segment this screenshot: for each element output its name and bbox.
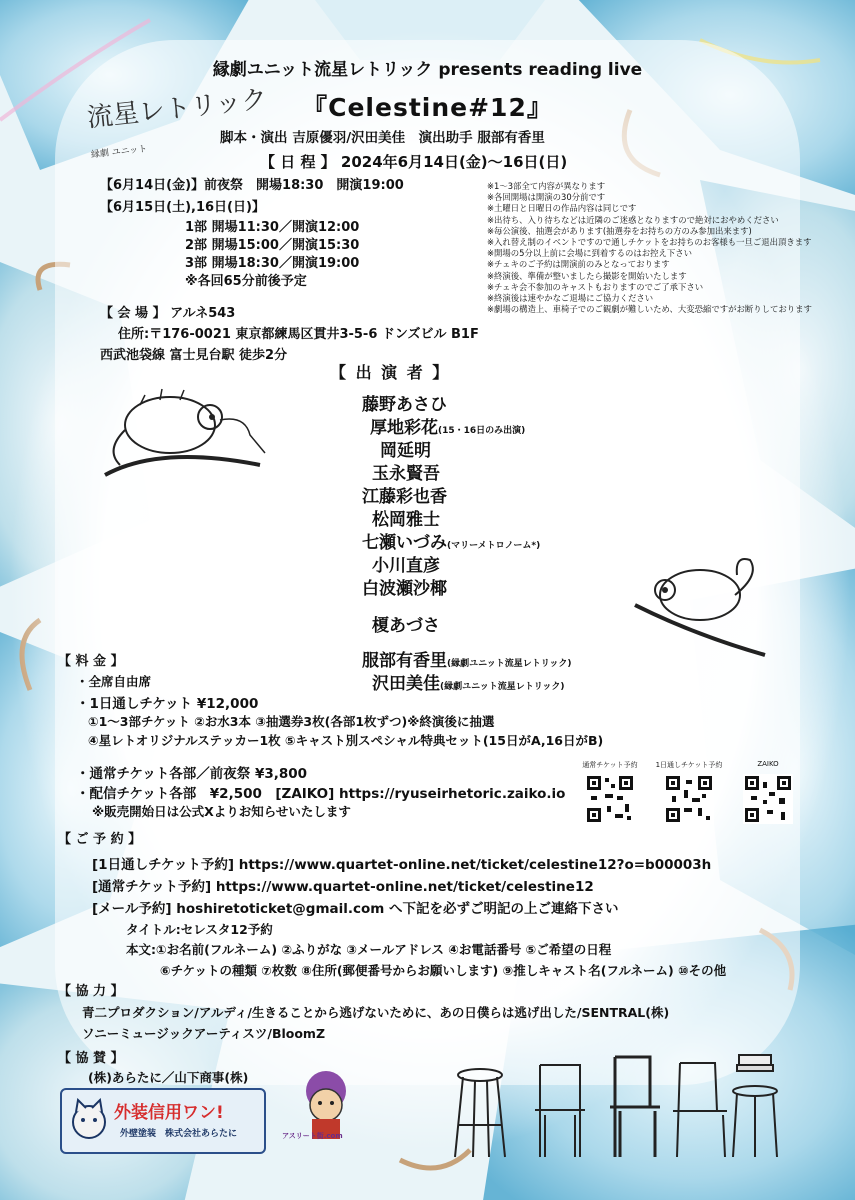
note-item: ※終演後は速やかなご退場にご協力ください [487, 293, 654, 304]
sponsor1-sub-text: 外壁塗装 株式会社あらたに [120, 1129, 238, 1139]
price-heading: 【 料 金 】 [58, 654, 124, 669]
schedule-day1: 【6月14日(金)】前夜祭 開場18:30 開演19:00 [100, 178, 404, 193]
price-line: ・全席自由席 [76, 674, 152, 689]
chameleon-illustration-left [100, 375, 270, 485]
note-item: ※チェキのご予約は開演前のみとなっております [487, 259, 670, 270]
cast-heading: 【 出 演 者 】 [330, 363, 451, 382]
cast-member: 岡延明 [380, 441, 431, 461]
price-line: ・配信チケット各部 ¥2,500 [ZAIKO] https://ryuseirhetoric.zaiko.io [76, 786, 566, 802]
note-item: ※1〜3部全て内容が異なります [487, 181, 606, 191]
reservation-regular-link[interactable]: [通常チケット予約] https://www.quartet-online.net/ticket/celestine12 [92, 879, 594, 895]
cat-mascot-icon [68, 1098, 110, 1144]
mascot-character-icon [280, 1065, 372, 1157]
sponsors-names: (株)あらたに／山下商事(株) [88, 1070, 249, 1085]
schedule-part-3: 3部 開場18:30／開演19:00 [185, 256, 360, 271]
cast-member: 藤野あさひ [362, 395, 447, 415]
chairs-illustration [445, 1045, 785, 1165]
chameleon-illustration-right [625, 555, 775, 665]
schedule-part-2: 2部 開場15:00／開演15:30 [185, 238, 360, 253]
price-line: ・通常チケット各部／前夜祭 ¥3,800 [76, 766, 308, 782]
cooperation-line: ソニーミュージックアーティスツ/BloomZ [82, 1026, 326, 1041]
venue-heading: 【 会 場 】 アルネ543 [100, 306, 236, 321]
cast-member: 沢田美佳(縁劇ユニット流星レトリック) [372, 674, 565, 694]
reservation-subject: タイトル:セレスタ12予約 [126, 922, 273, 937]
note-item: ※土曜日と日曜日の作品内容は同じです [487, 203, 637, 214]
credits-line: 脚本・演出 吉原優羽/沢田美佳 演出助手 服部有香里 [220, 130, 545, 146]
note-item: ※チェキ会不参加のキャストもおりますのでご了承下さい [487, 281, 704, 292]
qr-code-daypass[interactable] [664, 774, 714, 824]
sponsor-logo-aratani [60, 1088, 266, 1154]
event-title: 『Celestine#12』 [302, 93, 553, 122]
reservation-body-cont: ⑥チケットの種類 ⑦枚数 ⑧住所(郵便番号からお願いします) ⑨推しキャスト名(フルネーム) ⑩その他 [160, 963, 727, 978]
sponsor-logo-athlete [280, 1065, 372, 1157]
cast-member: 服部有香里(縁劇ユニット流星レトリック) [362, 651, 572, 671]
note-item: ※出待ち、入り待ちなどは近隣のご迷惑となりますので絶対におやめください [487, 214, 779, 225]
qr-code-zaiko[interactable] [743, 774, 793, 824]
schedule-day2: 【6月15日(土),16日(日)】 [100, 200, 265, 215]
cast-member: 松岡雅士 [372, 510, 440, 530]
cast-member: 榎あづさ [372, 616, 440, 636]
reservation-body: 本文:①お名前(フルネーム) ②ふりがな ③メールアドレス ④お電話番号 ⑤ご希望の日程 [126, 942, 612, 957]
cooperation-heading: 【 協 力 】 [58, 984, 124, 999]
presenter-line: 縁劇ユニット流星レトリック presents reading live [212, 60, 643, 80]
cast-member: 玉永賢吾 [372, 464, 440, 484]
venue-access: 西武池袋線 富士見台駅 徒歩2分 [100, 348, 288, 363]
qr-label-daypass: 1日通しチケット予約 [655, 761, 723, 769]
qr-code-regular[interactable] [585, 774, 635, 824]
cast-member: 厚地彩花(15・16日のみ出演) [370, 418, 526, 438]
note-item: ※終演後、準備が整いましたら撮影を開始いたします [487, 270, 687, 281]
qr-label-regular: 通常チケット予約 [582, 761, 638, 769]
schedule-part-1: 1部 開場11:30／開演12:00 [185, 220, 360, 235]
notes-list [487, 181, 812, 315]
price-line: ※販売開始日は公式Xよりお知らせいたします [92, 804, 351, 819]
reservation-email[interactable]: [メール予約] hoshiretoticket@gmail.com へ下記を必ずご明記の上ご連絡下さい [92, 901, 619, 917]
schedule-duration: ※各回65分前後予定 [185, 274, 307, 289]
price-line: ④星レトオリジナルステッカー1枚 ⑤キャスト別スペシャル特典セット(15日がA,16日がB) [88, 733, 604, 748]
qr-label-zaiko: ZAIKO [757, 760, 779, 768]
sponsors-heading: 【 協 賛 】 [58, 1051, 124, 1066]
venue-address: 住所:〒176-0021 東京都練馬区貫井3-5-6 ドンズビル B1F [118, 327, 479, 342]
sponsor1-main-text: 外装信用ワン! [114, 1103, 224, 1123]
price-line: ・1日通しチケット ¥12,000 [76, 696, 259, 712]
ryusei-rhetoric-logo: 流星レトリック 縁劇 ユニット [85, 84, 269, 161]
cast-member: 小川直彦 [372, 556, 440, 576]
reservation-daypass-link[interactable]: [1日通しチケット予約] https://www.quartet-online.net/ticket/celestine12?o=b00003h [92, 857, 712, 873]
note-item: ※入れ替え制のイベントですので通しチケットをお持ちのお客様も一旦ご退出頂きます [487, 237, 812, 248]
cooperation-line: 青二プロダクション/アルディ/生きることから逃げないために、あの日僕らは逃げ出した/SENTRAL(株) [82, 1005, 670, 1020]
cast-member: 白波瀬沙椰 [362, 579, 447, 599]
note-item: ※劇場の構造上、車椅子でのご観劇が難しいため、大変恐縮ですがお断りしております [487, 304, 812, 315]
price-line: ①1〜3部チケット ②お水3本 ③抽選券3枚(各部1枚ずつ)※終演後に抽選 [88, 714, 495, 729]
note-item: ※毎公演後、抽選会があります(抽選券をお持ちの方のみ参加出来ます) [487, 225, 752, 236]
cast-member: 江藤彩也香 [362, 487, 447, 507]
schedule-heading: 【 日 程 】 2024年6月14日(金)〜16日(日) [260, 153, 568, 171]
cast-member: 七瀬いづみ(マリーメトロノーム*) [362, 533, 541, 553]
reservation-heading: 【 ご 予 約 】 [58, 832, 142, 847]
sponsor2-text: アスリート街.com [282, 1132, 343, 1140]
note-item: ※開場の5分以上前に会場に到着するのはお控え下さい [487, 248, 692, 259]
note-item: ※各回開場は開演の30分前です [487, 192, 606, 203]
